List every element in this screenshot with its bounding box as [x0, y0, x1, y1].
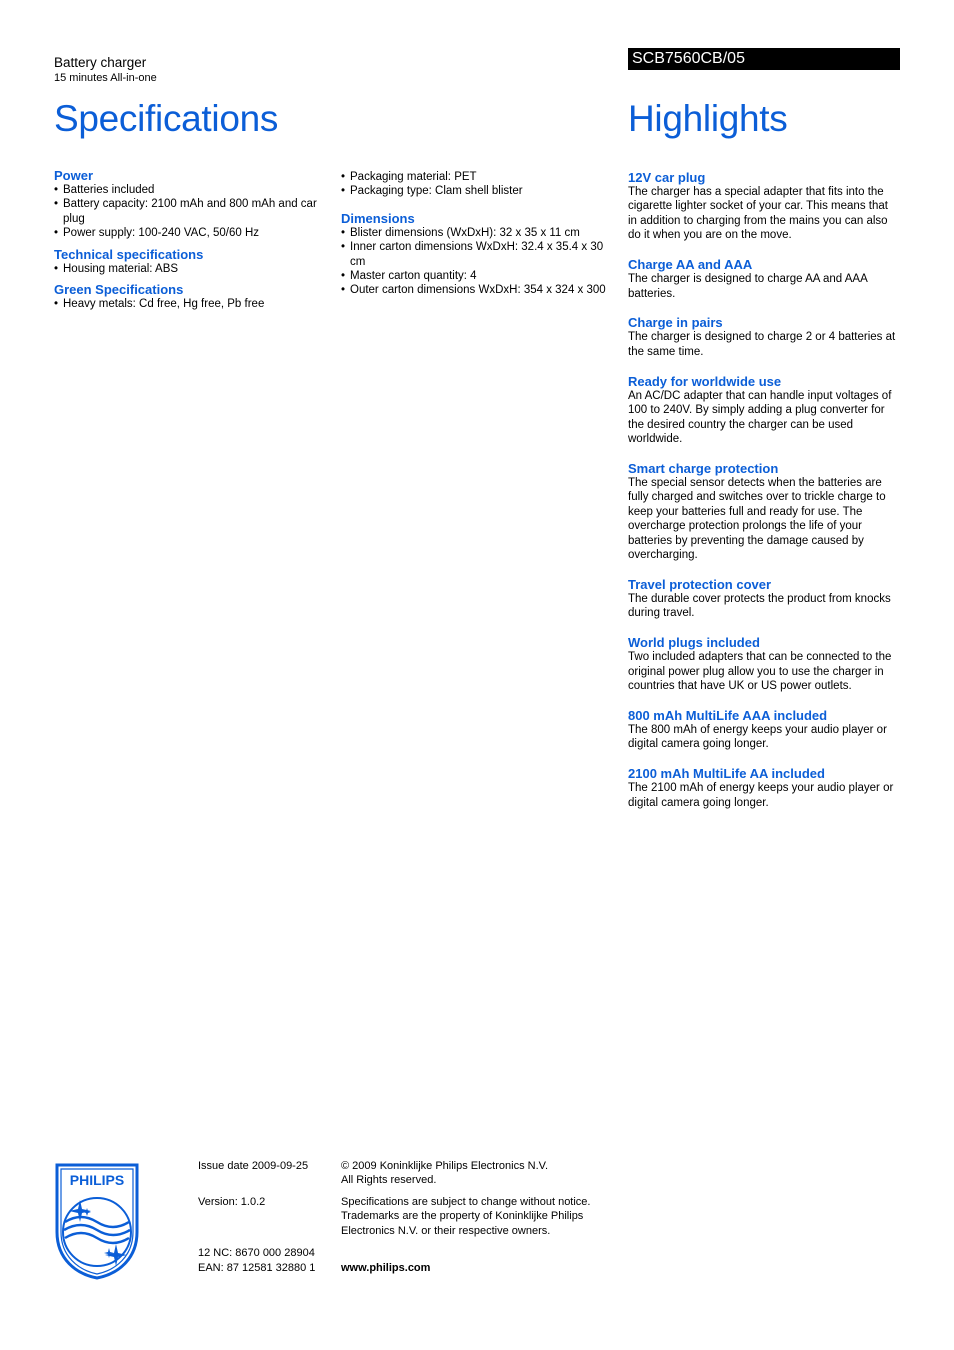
model-number-bar: SCB7560CB/05 — [628, 48, 900, 70]
list-item: • Packaging type: Clam shell blister — [341, 184, 613, 198]
spec-heading-dimensions: Dimensions — [341, 210, 415, 226]
highlight-item — [628, 315, 900, 359]
highlight-text: An AC/DC adapter that can handle input voltages of 100 to 240V. By simply adding a plug converter for the desired country the charger can be used worldwide. — [628, 389, 892, 445]
highlight-title: 2100 mAh MultiLife AA included — [628, 766, 825, 782]
highlight-title: Travel protection cover — [628, 576, 772, 592]
list-item: • Outer carton dimensions WxDxH: 354 x 324 x 300 — [341, 283, 613, 297]
list-item: • Blister dimensions (WxDxH): 32 x 35 x 11 cm — [341, 226, 613, 240]
spec-list-packaging — [341, 170, 613, 199]
highlight-item — [628, 766, 900, 810]
spec-list-green — [54, 297, 326, 311]
highlight-title: 800 mAh MultiLife AAA included — [628, 707, 828, 723]
highlight-item — [628, 577, 900, 621]
highlight-text: The durable cover protects the product from knocks during travel. — [628, 592, 891, 620]
highlight-text: The charger is designed to charge AA and AAA batteries. — [628, 273, 868, 300]
highlight-title: Charge in pairs — [628, 315, 723, 331]
list-item: • Master carton quantity: 4 — [341, 269, 613, 283]
copyright-block — [341, 1159, 601, 1188]
highlight-title: Smart charge protection — [628, 460, 779, 476]
spec-heading-power: Power — [54, 168, 94, 183]
svg-text:PHILIPS: PHILIPS — [69, 1172, 125, 1188]
highlight-text: The 800 mAh of energy keeps your audio player or digital camera going longer. — [628, 723, 887, 751]
copyright: © 2009 Koninklijke Philips Electronics N.V. — [341, 1160, 549, 1172]
philips-shield-icon — [54, 1162, 140, 1280]
highlight-text: Two included adapters that can be connected to the original power plug allow you to use the charger in countries that have UK or US power outlets. — [628, 651, 892, 692]
product-category: Battery charger — [54, 55, 147, 70]
ean-code: EAN: 87 12581 32880 1 — [198, 1262, 316, 1274]
specs-column-left — [54, 168, 326, 317]
highlight-text: The 2100 mAh of energy keeps your audio player or digital camera going longer. — [628, 782, 894, 809]
rights-reserved: All Rights reserved. — [341, 1174, 437, 1187]
highlight-text: The special sensor detects when the batteries are fully charged and switches over to trickle charge to keep your batteries full and ready for use. The overcharge protection prolongs the life of your batteries by preventing the damage caused by overcharging. — [628, 476, 886, 561]
philips-logo — [54, 1162, 140, 1280]
spec-heading-technical: Technical specifications — [54, 246, 204, 262]
list-item: • Heavy metals: Cd free, Hg free, Pb free — [54, 297, 326, 311]
spec-list-technical — [54, 262, 326, 276]
twelve-nc: 12 NC: 8670 000 28904 — [198, 1247, 315, 1259]
highlight-item — [628, 374, 900, 447]
list-item: • Packaging material: PET — [341, 170, 613, 184]
product-subtitle: 15 minutes All-in-one — [54, 72, 157, 84]
highlight-text: The charger is designed to charge 2 or 4 batteries at the same time. — [628, 331, 896, 358]
list-item: • Housing material: ABS — [54, 262, 326, 276]
highlight-title: Charge AA and AAA — [628, 257, 753, 273]
spec-heading-green: Green Specifications — [54, 282, 184, 298]
specifications-title: Specifications — [54, 98, 279, 139]
specs-notice: Specifications are subject to change without notice. Trademarks are the property of Koninklijke Philips Electronics N.V. or their respective owners. — [341, 1196, 591, 1237]
website-link[interactable]: www.philips.com — [341, 1262, 431, 1274]
highlight-title: Ready for worldwide use — [628, 373, 782, 389]
highlight-item — [628, 257, 900, 301]
list-item: • Batteries included — [54, 183, 326, 197]
highlights-title: Highlights — [628, 98, 788, 139]
list-item: • Inner carton dimensions WxDxH: 32.4 x 35.4 x 30 cm — [341, 240, 613, 269]
highlight-item — [628, 635, 900, 693]
specs-column-middle — [341, 170, 613, 304]
list-item: • Power supply: 100-240 VAC, 50/60 Hz — [54, 226, 326, 240]
highlight-text: The charger has a special adapter that fits into the cigarette lighter socket of your car. This means that in addition to charging from the mains you can also do it when you are on the move. — [628, 186, 888, 242]
issue-date: Issue date 2009-09-25 — [198, 1160, 309, 1172]
list-item: • Battery capacity: 2100 mAh and 800 mAh and car plug — [54, 197, 326, 226]
highlight-title: 12V car plug — [628, 170, 706, 185]
highlight-item — [628, 461, 900, 562]
version: Version: 1.0.2 — [198, 1196, 266, 1208]
highlight-title: World plugs included — [628, 635, 760, 651]
highlight-item — [628, 708, 900, 752]
spec-list-power — [54, 183, 326, 241]
spec-list-dimensions — [341, 226, 613, 298]
highlight-item — [628, 170, 900, 243]
highlights-column — [628, 170, 900, 824]
